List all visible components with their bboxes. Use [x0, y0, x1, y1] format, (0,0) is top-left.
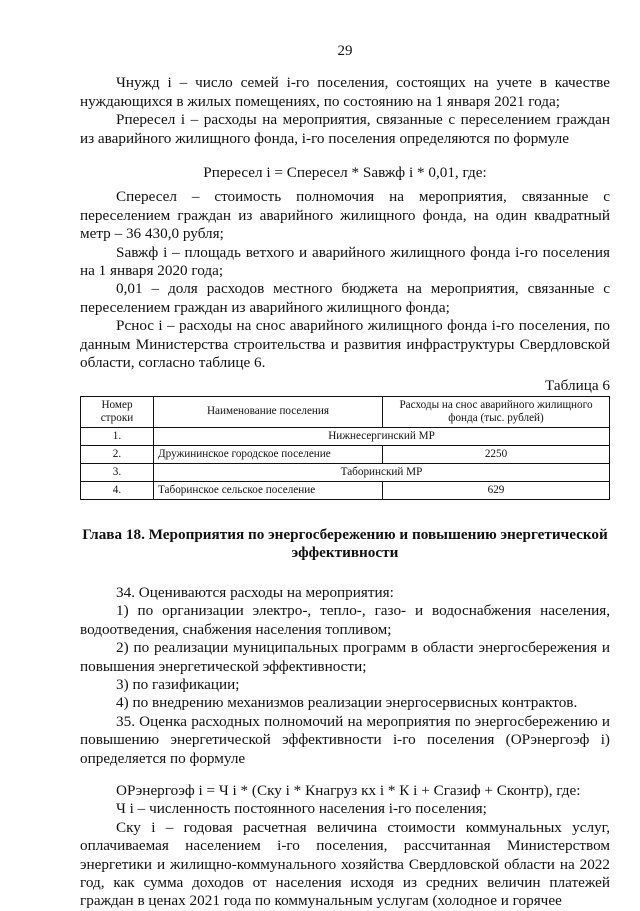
table-header-row — [81, 396, 610, 427]
row-number: 1. — [81, 427, 154, 445]
table-row — [81, 481, 610, 499]
settlement-name: Дружининское городское поселение — [154, 445, 383, 463]
table-row — [81, 463, 610, 481]
district-name: Таборинский МР — [154, 463, 610, 481]
header-settlement-name: Наименование поселения — [154, 396, 383, 427]
demolition-costs-table — [80, 396, 610, 500]
district-name: Нижнесергинский МР — [154, 427, 610, 445]
paragraph: Рснос i – расходы на снос аварийного жилищного фонда i-го поселения, по данным Министерства строительства и развития инфраструктуры Свердловской области, согласно таблице 6. — [80, 317, 610, 372]
table-row — [81, 445, 610, 463]
row-number: 4. — [81, 481, 154, 499]
cost-value: 2250 — [383, 445, 610, 463]
header-demolition-costs: Расходы на снос аварийного жилищного фонда (тыс. рублей) — [383, 396, 610, 427]
paragraph: 4) по внедрению механизмов реализации энергосервисных контрактов. — [116, 694, 578, 712]
paragraph: 35. Оценка расходных полномочий на мероприятия по энергосбережению и повышению энергетической эффективности i-го поселения (ОРэнергоэф i) определяется по формуле — [80, 712, 610, 767]
header-row-number: Номер строки — [81, 396, 154, 427]
row-number: 3. — [81, 463, 154, 481]
paragraph: Чнужд i – число семей i-го поселения, состоящих на учете в качестве нуждающихся в жилых помещениях, по состоянию на 1 января 2021 года; — [80, 74, 610, 110]
row-number: 2. — [81, 445, 154, 463]
cost-value: 629 — [383, 481, 610, 499]
paragraph: 0,01 – доля расходов местного бюджета на мероприятия, связанные с переселением граждан из аварийного жилищного фонда; — [80, 280, 610, 316]
paragraph: Sавжф i – площадь ветхого и аварийного жилищного фонда i-го поселения на 1 января 2020 года; — [80, 243, 610, 280]
paragraph: Спересел – стоимость полномочия на мероприятия, связанные с переселением граждан из аварийного жилищного фонда, на один квадратный метр – 36 430,0 рубля; — [80, 188, 610, 243]
paragraph: 3) по газификации; — [116, 675, 240, 693]
paragraph: Ч i – численность постоянного населения i-го поселения; — [116, 800, 487, 818]
paragraph: 34. Оцениваются расходы на мероприятия: — [116, 583, 394, 601]
table-row — [81, 427, 610, 445]
paragraph: 1) по организации электро-, тепло-, газо- и водоснабжения населения, водоотведения, снабжения населения топливом; — [80, 602, 610, 638]
table-caption: Таблица 6 — [545, 376, 610, 394]
formula-resettlement: Рпересел i = Спересел * Sавжф i * 0,01, где: — [203, 164, 487, 182]
formula-energy-efficiency: ОРэнергоэф i = Ч i * (Ску i * Кнагруз кх i * К i + Сгазиф + Сконтр), где: — [116, 781, 581, 799]
paragraph: Рпересел i – расходы на мероприятия, связанные с переселением граждан из аварийного жилищного фонда, i-го поселения определяются по формуле — [80, 111, 610, 147]
settlement-name: Таборинское сельское поселение — [154, 481, 383, 499]
paragraph: Ску i – годовая расчетная величина стоимости коммунальных услуг, оплачиваемая населением i-го поселения, рассчитанная Министерством энергетики и жилищно-коммунального хозяйства Свердловской области на 2022 год, как сумма доходов от населения исходя из средних величин платежей граждан в ценах 2021 года по коммунальным услугам (холодное и горячее — [80, 818, 610, 910]
paragraph: 2) по реализации муниципальных программ в области энергосбережения и повышения энергетической эффективности; — [80, 639, 610, 675]
chapter-title: Глава 18. Мероприятия по энергосбережению и повышению энергетической эффективности — [82, 525, 608, 561]
page-number: 29 — [337, 43, 353, 59]
